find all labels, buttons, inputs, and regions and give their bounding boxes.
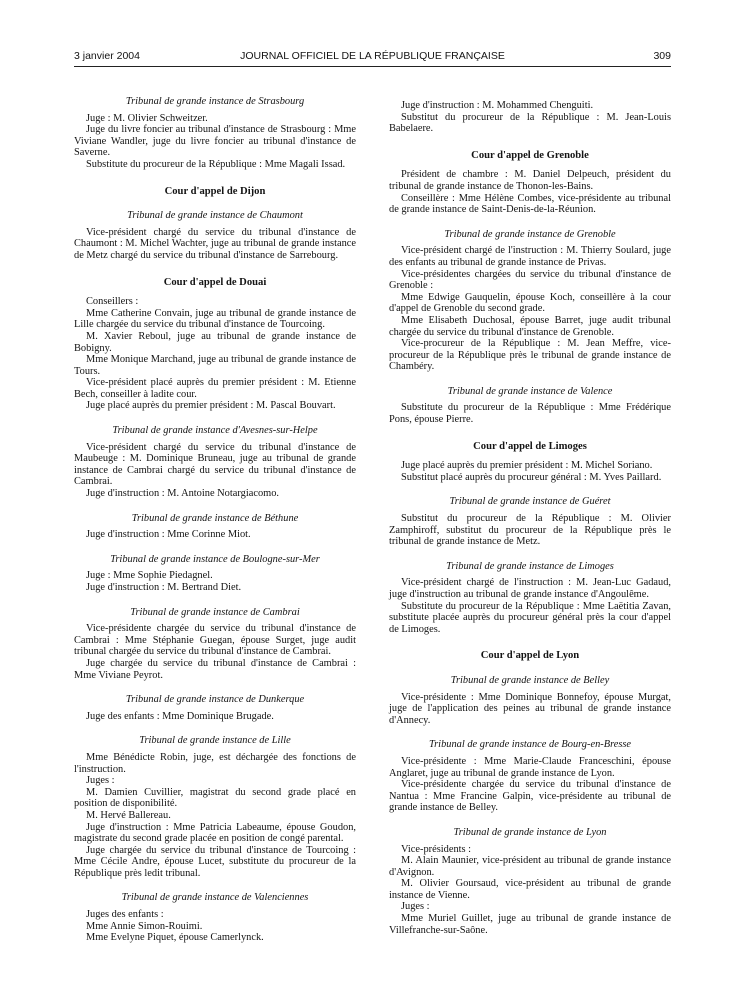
- paragraph: Président de chambre : M. Daniel Delpeuch, président du tribunal de grande instance de Thonon-les-Bains.: [389, 169, 671, 192]
- section-heading-tribunal: Tribunal de grande instance de Boulogne-sur-Mer: [110, 553, 320, 565]
- paragraph: Vice-président chargé de l'instruction : M. Jean-Luc Gadaud, juge d'instruction au tribunal de grande instance d'Angoulême.: [389, 577, 671, 600]
- journal-title: JOURNAL OFFICIEL DE LA RÉPUBLIQUE FRANÇAISE: [240, 50, 505, 62]
- paragraph: Vice-présidents :: [401, 843, 472, 855]
- section-heading-tribunal: Tribunal de grande instance de Guéret: [449, 496, 611, 508]
- paragraph: Mme Catherine Convain, juge au tribunal de grande instance de Lille chargée du service du tribunal d'instance de Tourcoing.: [74, 307, 356, 331]
- paragraph: Vice-président chargé du service du tribunal d'instance de Chaumont : M. Michel Wachter, juge au tribunal de grande instance de Metz chargé du service du tribunal d'instance de Sarrebourg.: [74, 226, 356, 261]
- section-heading-tribunal: Tribunal de grande instance de Cambrai: [130, 606, 300, 618]
- paragraph: Juge : M. Olivier Schweitzer.: [86, 112, 208, 124]
- paragraph: Vice-présidente chargée du service du tribunal d'instance de Nantua : Mme Francine Galpin, vice-présidente au tribunal de grande instance de Belley.: [389, 779, 671, 814]
- paragraph: Mme Evelyne Piquet, épouse Camerlynck.: [86, 932, 264, 944]
- paragraph: Substitute du procureur de la République : Mme Magali Issad.: [86, 158, 346, 170]
- paragraph: Juge d'instruction : Mme Corinne Miot.: [86, 529, 251, 541]
- paragraph: Substitut du procureur de la République : M. Jean-Louis Babelaere.: [389, 111, 671, 135]
- paragraph: Juge d'instruction : M. Mohammed Chenguiti.: [401, 100, 594, 111]
- section-heading-court: Cour d'appel de Dijon: [164, 185, 266, 197]
- section-heading-tribunal: Tribunal de grande instance de Valenciennes: [121, 892, 309, 904]
- section-heading-tribunal: Tribunal de grande instance de Lyon: [453, 826, 607, 838]
- paragraph: Mme Edwige Gauquelin, épouse Koch, conseillère à la cour d'appel de Grenoble du second grade.: [389, 291, 671, 315]
- paragraph: Mme Bénédicte Robin, juge, est déchargée des fonctions de l'instruction.: [74, 751, 356, 775]
- paragraph: Juge des enfants : Mme Dominique Brugade.: [86, 710, 274, 722]
- paragraph: M. Alain Maunier, vice-président au tribunal de grande instance d'Avignon.: [389, 855, 671, 878]
- paragraph: Vice-présidentes chargées du service du tribunal d'instance de Grenoble :: [389, 268, 671, 292]
- right-column: [389, 100, 671, 936]
- paragraph: Vice-présidente : Mme Dominique Bonnefoy, épouse Murgat, juge de l'application des peines au tribunal de grande instance d'Annecy.: [389, 691, 671, 726]
- paragraph: Juge du livre foncier au tribunal d'instance de Strasbourg : Mme Viviane Wandler, juge du livre foncier au tribunal d'instance de Saverne.: [74, 124, 356, 159]
- section-heading-tribunal: Tribunal de grande instance de Bourg-en-Bresse: [428, 739, 632, 751]
- paragraph: Vice-présidente chargée du service du tribunal d'instance de Cambrai : Mme Stéphanie Guegan, épouse Surget, juge audit tribunal chargée du service du tribunal d'instance de Cambrai.: [74, 623, 356, 658]
- section-heading-tribunal: Tribunal de grande instance de Lille: [139, 735, 291, 747]
- section-heading-tribunal: Tribunal de grande instance de Grenoble: [444, 228, 616, 240]
- paragraph: Vice-présidente : Mme Marie-Claude Franceschini, épouse Anglaret, juge au tribunal de grande instance de Lyon.: [389, 755, 671, 779]
- page-header: [74, 46, 671, 66]
- paragraph: Substitut du procureur de la République : M. Olivier Zamphiroff, substitut du procureur de la République près le tribunal de grande instance de Metz.: [389, 513, 671, 548]
- paragraph: Juge placé auprès du premier président : M. Pascal Bouvart.: [86, 400, 336, 412]
- paragraph: Vice-président placé auprès du premier président : M. Etienne Bech, conseiller à ladite cour.: [74, 377, 356, 400]
- paragraph: Conseillers :: [86, 296, 139, 308]
- section-heading-tribunal: Tribunal de grande instance de Chaumont: [127, 210, 303, 222]
- paragraph: Vice-procureur de la République : M. Jean Meffre, vice-procureur de la République près le tribunal de grande instance de Chambéry.: [389, 338, 671, 373]
- section-heading-court: Cour d'appel de Lyon: [480, 650, 580, 662]
- paragraph: M. Hervé Ballereau.: [86, 809, 171, 821]
- paragraph: M. Damien Cuvillier, magistrat du second grade placé en position de disponibilité.: [74, 786, 356, 810]
- header-rule: [74, 66, 671, 67]
- paragraph: Juge placé auprès du premier président : M. Michel Soriano.: [401, 460, 653, 472]
- issue-date: 3 janvier 2004: [74, 50, 140, 62]
- section-heading-tribunal: Tribunal de grande instance d'Avesnes-sur-Helpe: [112, 425, 318, 437]
- paragraph: Vice-président chargé de l'instruction : M. Thierry Soulard, juge des enfants au tribunal de grande instance de Privas.: [389, 245, 671, 268]
- paragraph: Juge chargée du service du tribunal d'instance de Tourcoing : Mme Cécile Andre, épouse Lucet, substitute du procureur de la République près ledit tribunal.: [74, 844, 356, 879]
- paragraph: Juge d'instruction : Mme Patricia Labeaume, épouse Goudon, magistrate du second grade placée en position de congé parental.: [74, 821, 356, 845]
- section-heading-tribunal: Tribunal de grande instance de Strasbourg: [125, 96, 305, 107]
- paragraph: Mme Annie Simon-Rouimi.: [86, 920, 203, 932]
- paragraph: M. Olivier Goursaud, vice-président au tribunal de grande instance de Vienne.: [389, 878, 671, 901]
- paragraph: Juges :: [401, 901, 430, 913]
- paragraph: Substitute du procureur de la République : Mme Laëtitia Zavan, substitute placée auprès du procureur général près la cour d'appel de Limoges.: [389, 600, 671, 635]
- page-number: 309: [653, 50, 671, 62]
- paragraph: Conseillère : Mme Hélène Combes, vice-présidente au tribunal de grande instance de Saint-Denis-de-la-Réunion.: [389, 192, 671, 216]
- section-heading-court: Cour d'appel de Douai: [163, 276, 267, 288]
- paragraph: Mme Muriel Guillet, juge au tribunal de grande instance de Villefranche-sur-Saône.: [389, 913, 671, 936]
- section-heading-tribunal: Tribunal de grande instance de Belley: [450, 674, 610, 686]
- paragraph: Mme Monique Marchand, juge au tribunal de grande instance de Tours.: [74, 354, 356, 377]
- section-heading-court: Cour d'appel de Limoges: [473, 440, 587, 452]
- paragraph: Vice-président chargé du service du tribunal d'instance de Maubeuge : M. Dominique Bruneau, juge au tribunal de grande instance de Cambrai chargé du service du tribunal d'instance de Cambrai.: [74, 441, 356, 488]
- paragraph: Juge chargée du service du tribunal d'instance de Cambrai : Mme Viviane Peyrot.: [74, 657, 356, 681]
- paragraph: Substitut placé auprès du procureur général : M. Yves Paillard.: [401, 471, 662, 483]
- section-heading-tribunal: Tribunal de grande instance de Limoges: [446, 560, 614, 572]
- section-heading-tribunal: Tribunal de grande instance de Valence: [447, 385, 613, 397]
- section-heading-court: Cour d'appel de Grenoble: [471, 149, 589, 161]
- left-column: [74, 96, 356, 944]
- paragraph: Juge : Mme Sophie Piedagnel.: [86, 570, 213, 582]
- paragraph: M. Xavier Reboul, juge au tribunal de grande instance de Bobigny.: [74, 330, 356, 354]
- paragraph: Juge d'instruction : M. Antoine Notargiacomo.: [86, 488, 280, 500]
- paragraph: Substitute du procureur de la République : Mme Frédérique Pons, épouse Pierre.: [389, 402, 671, 426]
- paragraph: Mme Elisabeth Duchosal, épouse Barret, juge audit tribunal chargée du service du tribunal d'instance de Grenoble.: [389, 314, 671, 338]
- paragraph: Juges :: [86, 775, 115, 787]
- section-heading-tribunal: Tribunal de grande instance de Béthune: [131, 512, 299, 524]
- paragraph: Juge d'instruction : M. Bertrand Diet.: [86, 582, 242, 593]
- paragraph: Juges des enfants :: [86, 909, 164, 921]
- section-heading-tribunal: Tribunal de grande instance de Dunkerque: [125, 694, 305, 706]
